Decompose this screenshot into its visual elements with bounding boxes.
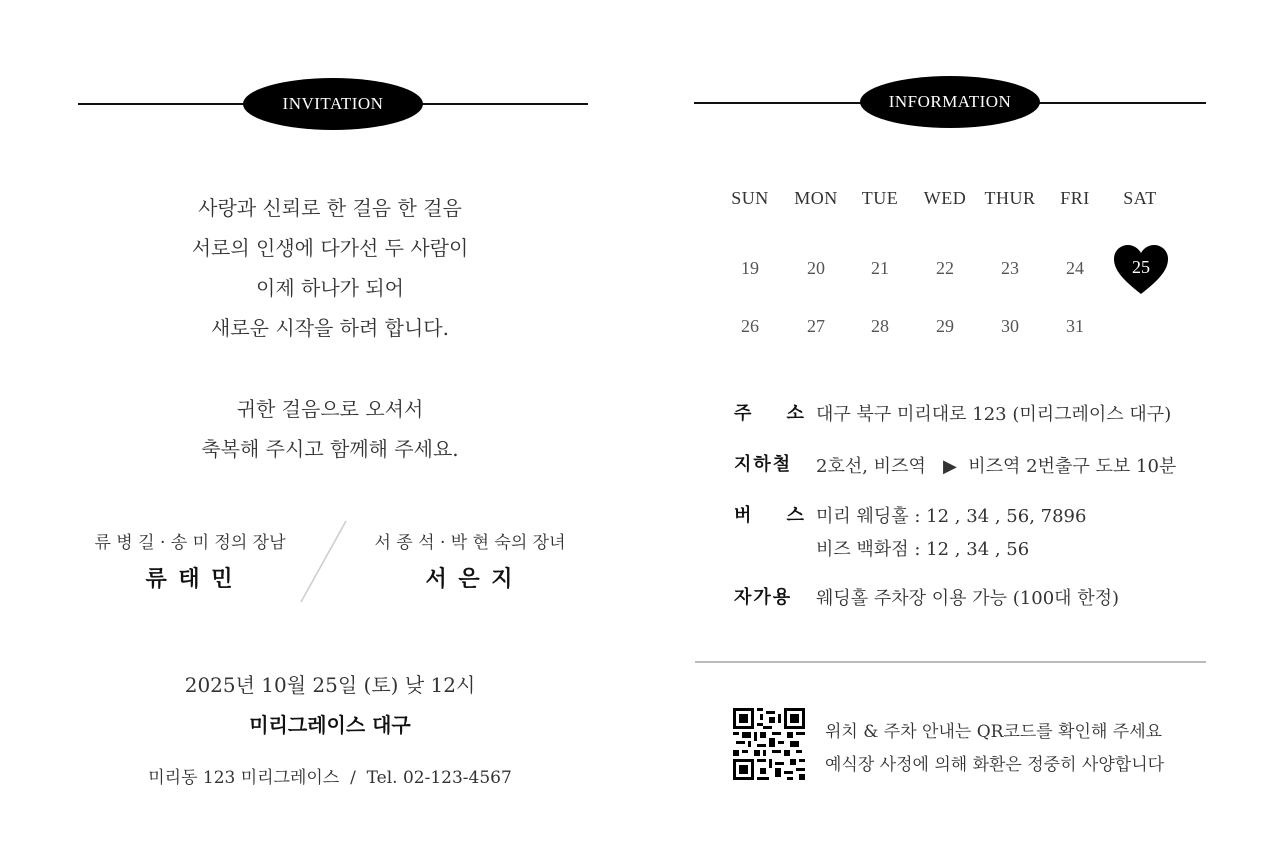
weekday-fri: FRI [1060,188,1090,208]
calendar-day: 31 [1066,316,1084,336]
calendar-day: 26 [741,316,759,336]
groom-name: 류 태 민 [145,566,235,592]
invite-line-1: 귀한 걸음으로 오셔서 [236,397,424,421]
poem-line-1: 사랑과 신뢰로 한 걸음 한 걸음 [198,196,462,220]
weekday-sun: SUN [731,188,769,208]
address-label: 주 소 [734,403,806,424]
calendar-day: 30 [1001,316,1019,336]
groom-parents: 류 병 길 · 송 미 정의 장남 [94,533,286,553]
venue-address: 미리동 123 미리그레이스 / Tel. 02-123-4567 [148,768,512,788]
subway-value: 2호선, 비즈역 ▶ 비즈역 2번출구 도보 10분 [816,456,1177,477]
calendar-day: 19 [741,258,759,278]
qr-code[interactable] [733,708,805,780]
subway-label: 지하철 [734,454,793,475]
weekday-thur: THUR [984,188,1036,208]
address-value: 대구 북구 미리대로 123 (미리그레이스 대구) [816,404,1172,425]
car-label: 자가용 [734,587,793,608]
calendar-day: 20 [807,258,825,278]
calendar-day: 29 [936,316,954,336]
calendar-day: 28 [871,316,889,336]
weekday-tue: TUE [861,188,899,208]
qr-note-2: 예식장 사정에 의해 화환은 정중히 사양합니다 [825,755,1165,775]
bus-label: 버 스 [734,505,806,526]
poem-line-2: 서로의 인생에 다가선 두 사람이 [191,236,469,260]
bride-parents: 서 종 석 · 박 현 숙의 장녀 [374,533,566,553]
invite-line-2: 축복해 주시고 함께해 주세요. [201,437,459,461]
poem-line-4: 새로운 시작을 하려 합니다. [211,316,449,340]
invitation-header: INVITATION [243,78,423,130]
information-header: INFORMATION [860,76,1040,128]
calendar-day: 27 [807,316,825,336]
information-panel [660,0,1280,866]
poem-line-3: 이제 하나가 되어 [256,276,404,300]
bus-route-1: 미리 웨딩홀 : 12 , 34 , 56, 7896 [816,506,1087,527]
wedding-day-marker [1113,244,1169,296]
bus-route-2: 비즈 백화점 : 12 , 34 , 56 [816,539,1030,560]
bride-name: 서 은 지 [425,566,515,592]
calendar-day: 23 [1001,258,1019,278]
weekday-mon: MON [794,188,838,208]
calendar-day: 24 [1066,258,1084,278]
qr-code-icon [733,708,805,780]
wedding-day-number: 25 [1132,257,1150,277]
calendar-day: 22 [936,258,954,278]
event-date: 2025년 10월 25일 (토) 낮 12시 [184,673,476,697]
venue-name: 미리그레이스 대구 [249,713,411,737]
qr-note-1: 위치 & 주차 안내는 QR코드를 확인해 주세요 [825,722,1163,742]
calendar-day: 21 [871,258,889,278]
weekday-sat: SAT [1123,188,1157,208]
parking-value: 웨딩홀 주차장 이용 가능 (100대 한정) [816,588,1120,609]
weekday-wed: WED [923,188,967,208]
section-divider [695,661,1206,663]
